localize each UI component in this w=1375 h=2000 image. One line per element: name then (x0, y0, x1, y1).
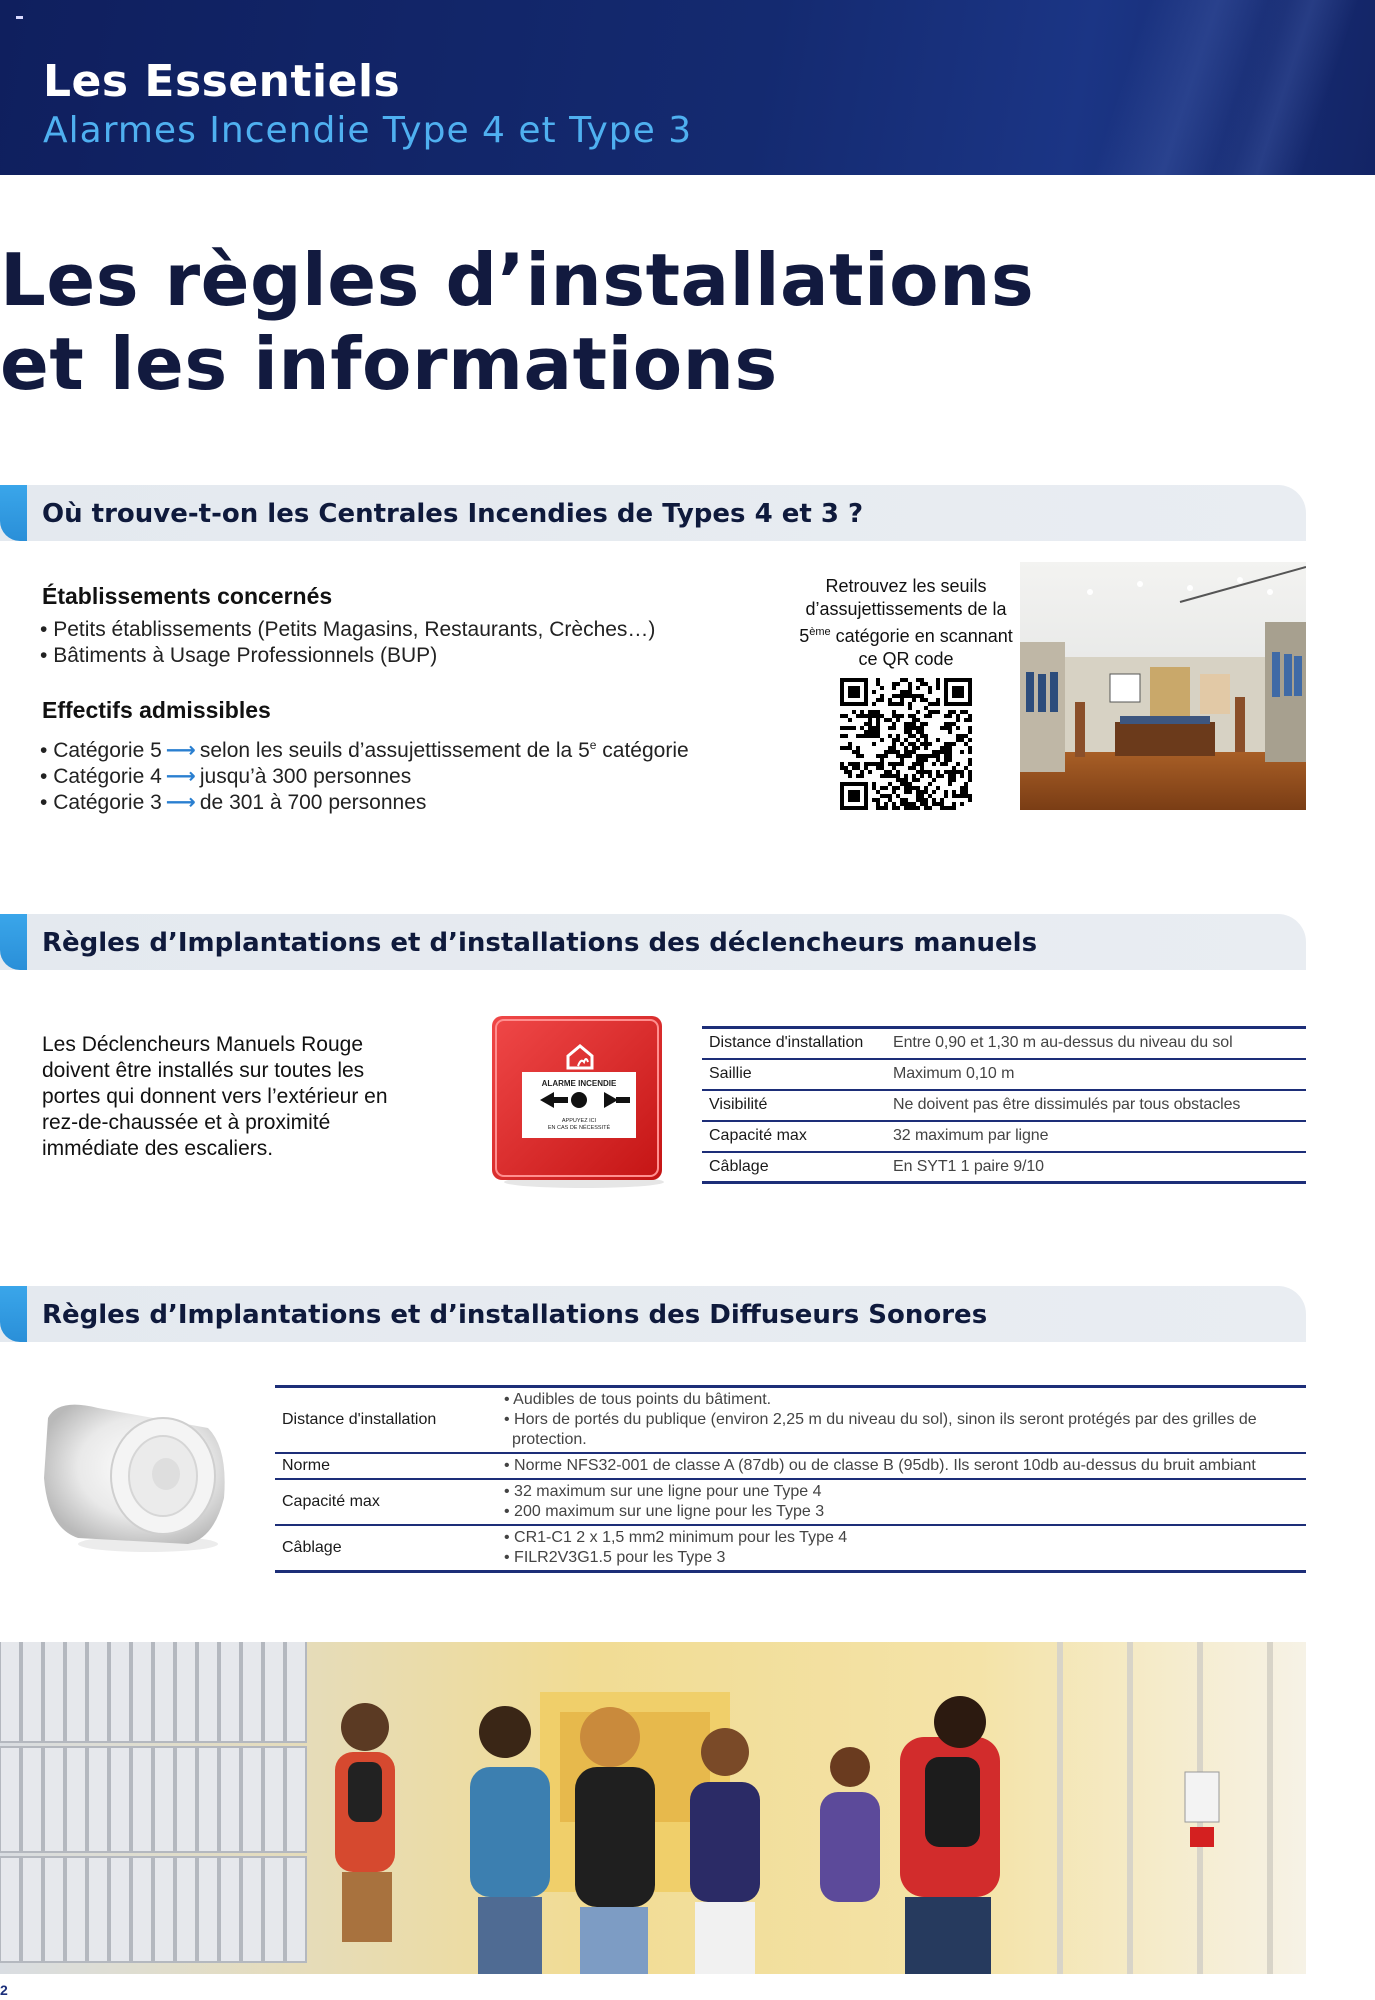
list-item: • Petits établissements (Petits Magasins, Restaurants, Crèches…) (40, 617, 655, 643)
spec-value-line: • 200 maximum sur une ligne pour les Type 3 (500, 1502, 1296, 1522)
spec-value-line: • 32 maximum sur une ligne pour une Type 4 (500, 1482, 1296, 1502)
effectifs-list (40, 732, 689, 816)
effectifs-heading: Effectifs admissibles (42, 697, 271, 723)
section-header-locations (0, 485, 1306, 541)
spec-key: Distance d'installation (702, 1028, 893, 1059)
spec-key: Distance d'installation (275, 1387, 500, 1454)
spec-key: Capacité max (702, 1121, 893, 1152)
section-accent (0, 914, 27, 970)
table-row (275, 1453, 1306, 1479)
section-header-manual-call-points (0, 914, 1306, 970)
qr-caption-text: Retrouvez les seuils d’assujettissements de la 5 (799, 576, 1007, 646)
qr-caption (797, 575, 1015, 671)
category-label: Catégorie 4 (53, 765, 162, 788)
section-header-sounders (0, 1286, 1306, 1342)
category-text: selon les seuils d’assujettissement de la 5 (199, 739, 590, 762)
store-interior-photo (1020, 562, 1306, 810)
table-row (702, 1152, 1306, 1183)
list-item (40, 764, 689, 790)
section-accent (0, 485, 27, 541)
header-banner (0, 0, 1375, 175)
spec-key: Visibilité (702, 1090, 893, 1121)
spec-value-line: • FILR2V3G1.5 pour les Type 3 (500, 1548, 1296, 1568)
table-row (702, 1028, 1306, 1059)
superscript: ème (809, 626, 831, 638)
section-title: Règles d’Implantations et d’installations des déclencheurs manuels (42, 928, 1038, 958)
spec-value (500, 1479, 1306, 1525)
device-label-bottom-1: APPUYEZ ICI (561, 1118, 597, 1124)
spec-key: Câblage (275, 1525, 500, 1572)
page-title-line-1: Les règles d’installations (0, 238, 1035, 322)
spec-value: Maximum 0,10 m (893, 1059, 1306, 1090)
table-row (702, 1090, 1306, 1121)
spec-value-line: • Hors de portés du publique (environ 2,25 m du niveau du sol), sinon ils seront protégés par des grilles de protection. (500, 1410, 1296, 1450)
qr-caption-text: catégorie en scannant ce QR code (830, 626, 1013, 669)
sounder-image (38, 1388, 234, 1558)
list-item (40, 790, 689, 816)
category-label: Catégorie 3 (53, 791, 162, 814)
spec-value: Entre 0,90 et 1,30 m au-dessus du niveau du sol (893, 1028, 1306, 1059)
category-label: Catégorie 5 (53, 739, 162, 762)
qr-code[interactable] (840, 678, 972, 810)
header-subtitle: Alarmes Incendie Type 4 et Type 3 (43, 110, 693, 151)
spec-value-line: • Audibles de tous points du bâtiment. (500, 1390, 1296, 1410)
manual-call-point-image (488, 1012, 670, 1190)
list-item: • Bâtiments à Usage Professionnels (BUP) (40, 643, 655, 669)
spec-key: Câblage (702, 1152, 893, 1183)
manual-call-point-description: Les Déclencheurs Manuels Rouge doivent être installés sur toutes les portes qui donnent vers l’extérieur en rez-de-chaussée et à proximité immédiate des escaliers. (42, 1033, 388, 1160)
manual-call-point-specs-table (702, 1026, 1306, 1184)
spec-value-line: • CR1-C1 2 x 1,5 mm2 minimum pour les Type 4 (500, 1528, 1296, 1548)
category-text: de 301 à 700 personnes (199, 791, 427, 814)
spec-value: 32 maximum par ligne (893, 1121, 1306, 1152)
establishments-heading: Établissements concernés (42, 583, 333, 609)
page-number: 2 (0, 1982, 8, 1998)
page-title-line-2: et les informations (0, 322, 778, 406)
table-row (702, 1121, 1306, 1152)
table-row (275, 1387, 1306, 1454)
superscript: e (589, 738, 597, 752)
device-label-top: ALARME INCENDIE (541, 1079, 617, 1088)
table-row (275, 1479, 1306, 1525)
page-title (0, 238, 1300, 406)
spec-value (500, 1525, 1306, 1572)
spec-value-line: • Norme NFS32-001 de classe A (87db) ou de classe B (95db). Ils seront 10db au-dessus du bruit ambiant (500, 1456, 1296, 1476)
spec-key: Capacité max (275, 1479, 500, 1525)
arrow-right-icon: ⟶ (165, 765, 196, 788)
spec-value: En SYT1 1 paire 9/10 (893, 1152, 1306, 1183)
table-row (275, 1525, 1306, 1572)
category-text: jusqu’à 300 personnes (199, 765, 412, 788)
spec-value: Ne doivent pas être dissimulés par tous obstacles (893, 1090, 1306, 1121)
spec-value (500, 1387, 1306, 1454)
school-corridor-photo (0, 1642, 1306, 1974)
menu-icon[interactable] (16, 16, 23, 19)
list-item (40, 732, 689, 764)
spec-value (500, 1453, 1306, 1479)
sounder-specs-table (275, 1385, 1306, 1573)
device-label-bottom-2: EN CAS DE NÉCESSITÉ (547, 1125, 611, 1131)
arrow-right-icon: ⟶ (165, 739, 196, 762)
spec-key: Saillie (702, 1059, 893, 1090)
section-accent (0, 1286, 27, 1342)
section-title: Où trouve-t-on les Centrales Incendies de Types 4 et 3 ? (42, 499, 864, 529)
header-title: Les Essentiels (43, 56, 401, 107)
table-row (702, 1059, 1306, 1090)
establishments-list (40, 617, 655, 669)
spec-key: Norme (275, 1453, 500, 1479)
category-text-after: catégorie (596, 739, 689, 762)
section-title: Règles d’Implantations et d’installations des Diffuseurs Sonores (42, 1300, 988, 1330)
arrow-right-icon: ⟶ (165, 791, 196, 814)
